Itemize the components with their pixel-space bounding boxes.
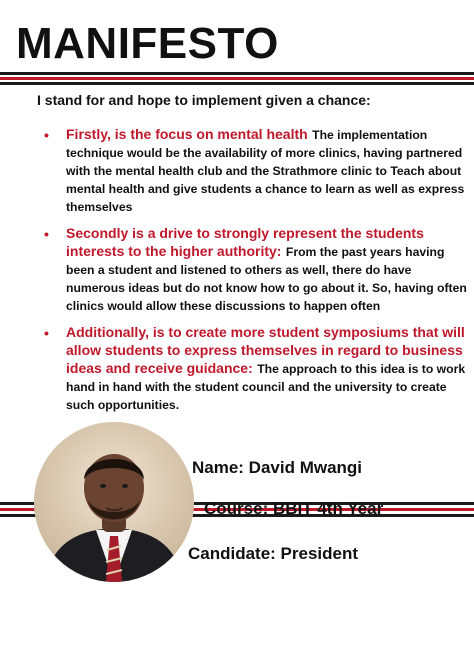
bullet-dot-icon: • (44, 127, 49, 143)
point-body: From the past years having been a student and listened to others as well, there do have numerous ideas but do not know how to go about it. So, having often clinics would allow these discussions to happen often (66, 245, 467, 313)
point-heading: Additionally, is to create more student symposiums that will allow students to express themselves in regard to business ideas and receive guidance: (66, 324, 465, 376)
point-heading: Secondly is a drive to strongly represent the students interests to the higher authority: (66, 225, 424, 259)
bullet-dot-icon: • (44, 325, 49, 341)
candidate-photo (34, 422, 194, 582)
header-rule-bottom (0, 82, 474, 85)
header-rule-top (0, 72, 474, 75)
candidate-name: Name: David Mwangi (192, 458, 363, 477)
point-heading: Firstly, is the focus on mental health (66, 126, 308, 142)
manifesto-point (40, 126, 468, 216)
candidate-position: Candidate: President (188, 544, 359, 563)
candidate-course: Course: BBIT 4th Year (204, 499, 384, 518)
manifesto-points (40, 126, 468, 423)
intro-statement: I stand for and hope to implement given a chance: (37, 92, 371, 108)
manifesto-point (40, 225, 468, 315)
page-title: MANIFESTO (16, 19, 279, 68)
header-rule-middle (0, 77, 474, 80)
point-body: The implementation technique would be the availability of more clinics, having partnered with the mental health club and the Strathmore clinic to Teach about mental health and give students a chance to learn as well as express themselves (66, 128, 465, 214)
bullet-dot-icon: • (44, 226, 49, 242)
manifesto-point (40, 324, 468, 414)
point-body: The approach to this idea is to work hand in hand with the student council and the university to create such opportunities. (66, 362, 466, 412)
